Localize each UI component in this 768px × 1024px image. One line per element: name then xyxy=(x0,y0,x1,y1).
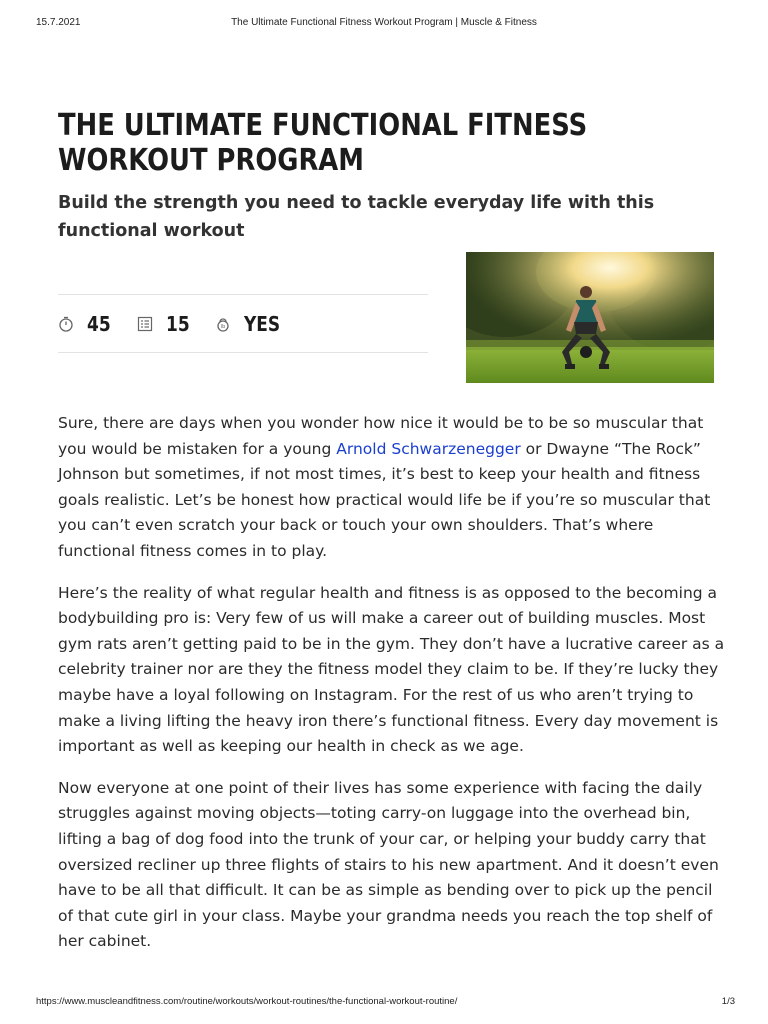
print-header xyxy=(0,17,768,31)
article-body xyxy=(58,411,726,971)
kettlebell-icon xyxy=(215,316,231,332)
page-number: 1/3 xyxy=(721,996,735,1007)
hero-photo xyxy=(466,252,714,383)
print-footer xyxy=(0,996,768,1010)
stat-equipment-value: YES xyxy=(244,311,281,336)
stat-exercises xyxy=(137,295,194,352)
stat-duration xyxy=(58,295,115,352)
workout-stats-bar xyxy=(58,294,428,353)
print-date: 15.7.2021 xyxy=(36,17,81,28)
checklist-icon xyxy=(137,316,153,332)
stat-exercises-value: 15 xyxy=(166,311,190,336)
stat-duration-value: 45 xyxy=(87,311,111,336)
svg-text:lb: lb xyxy=(220,323,226,330)
paragraph-3: Now everyone at one point of their lives has some experience with facing the daily struggles against moving objects—toting carry-on luggage into the overhead bin, lifting a bag of dog food into the trunk of your car, or helping your buddy carry that oversized recliner up three flights of stairs to his new apartment. And it doesn’t even have to be all that difficult. It can be as simple as bending over to pick up the pencil of that cute girl in your class. Maybe your grandma needs you reach the top shelf of her cabinet. xyxy=(58,778,719,951)
print-url: https://www.muscleandfitness.com/routine/workouts/workout-routines/the-functional-workout-routine/ xyxy=(36,996,458,1007)
article-subtitle: Build the strength you need to tackle everyday life with this functional workout xyxy=(58,193,655,241)
paragraph-1: Sure, there are days when you wonder how nice it would be to be so muscular that you would be mistaken for a young Arnold Schwarzenegger or Dwayne “The Rock” Johnson but sometimes, if not most times, it’s best to keep your health and fitness goals realistic. Let’s be honest how practical would life be if you’re so muscular that you can’t even scratch your back or touch your own shoulders. That’s where functional fitness comes in to play. xyxy=(58,414,711,560)
print-page-title: The Ultimate Functional Fitness Workout Program | Muscle & Fitness xyxy=(231,17,537,28)
article-title: THE ULTIMATE FUNCTIONAL FITNESS WORKOUT PROGRAM xyxy=(58,108,588,178)
stat-equipment xyxy=(215,295,287,352)
stopwatch-icon xyxy=(58,316,74,332)
arnold-schwarzenegger-link[interactable]: Arnold Schwarzenegger xyxy=(336,439,521,458)
paragraph-2: Here’s the reality of what regular health and fitness is as opposed to the becoming a bodybuilding pro is: Very few of us will make a career out of building muscles. Most gym rats aren’t getting paid to be in the gym. They don’t have a lucrative career as a celebrity trainer nor are they the fitness model they claim to be. If they’re lucky they maybe have a loyal following on Instagram. For the rest of us who aren’t trying to make a living lifting the heavy iron there’s functional fitness. Every day movement is important as well as keeping our health in check as we age. xyxy=(58,583,725,756)
